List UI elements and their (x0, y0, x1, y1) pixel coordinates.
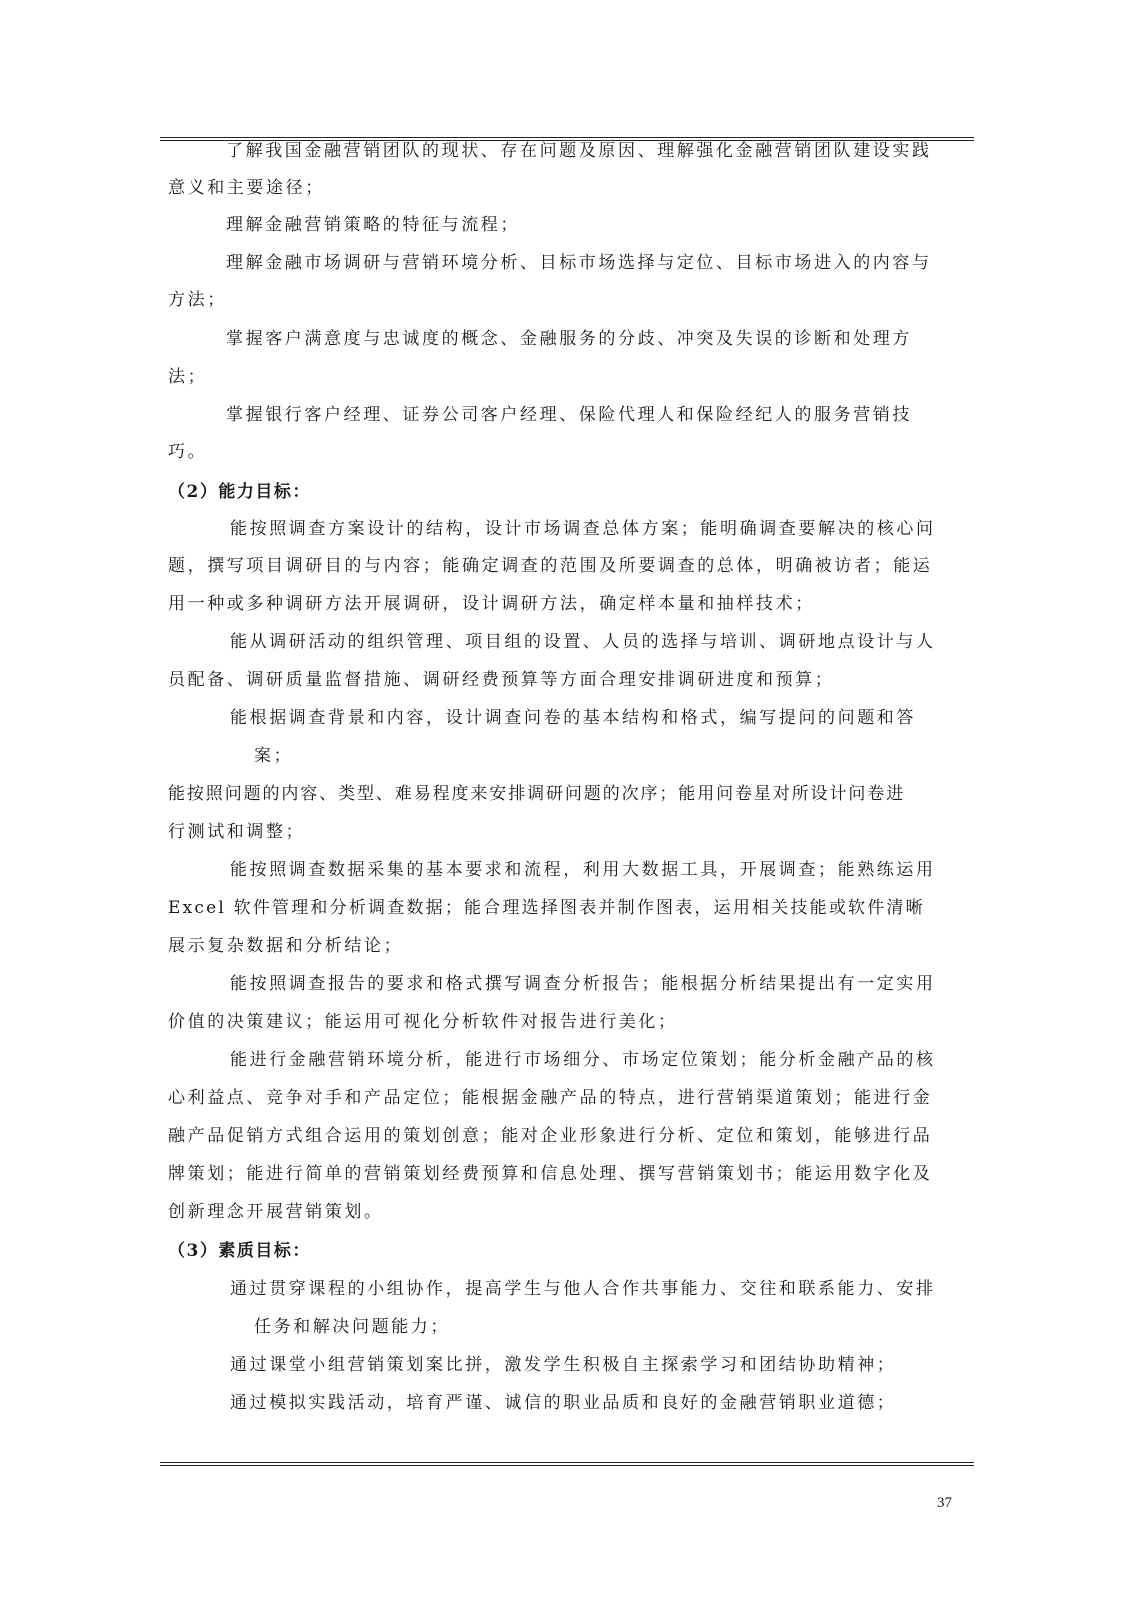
text-line: 展示复杂数据和分析结论； (168, 936, 404, 956)
text-line: 能按照调查数据采集的基本要求和流程，利用大数据工具，开展调查；能熟练运用 (230, 860, 936, 880)
text-line: 能进行金融营销环境分析，能进行市场细分、市场定位策划；能分析金融产品的核 (230, 1050, 936, 1070)
section-heading: （3）素质目标： (168, 1241, 311, 1261)
text-line: 方法； (168, 290, 227, 310)
text-line: 用一种或多种调研方法开展调研，设计调研方法，确定样本量和抽样技术； (168, 594, 815, 614)
text-line: Excel 软件管理和分析调查数据；能合理选择图表并制作图表，运用相关技能或软件清晰 (168, 898, 925, 918)
text-line: 心利益点、竞争对手和产品定位；能根据金融产品的特点，进行营销渠道策划；能进行金 (168, 1088, 933, 1108)
text-line: 掌握银行客户经理、证券公司客户经理、保险代理人和保险经纪人的服务营销技 (226, 405, 912, 425)
text-line: 案； (254, 746, 294, 766)
text-line: 能按照调查报告的要求和格式撰写调查分析报告；能根据分析结果提出有一定实用 (230, 974, 936, 994)
footer-rule (160, 1462, 974, 1466)
text-line: 理解金融营销策略的特征与流程； (226, 215, 520, 235)
text-line: 题，撰写项目调研目的与内容；能确定调查的范围及所要调查的总体，明确被访者；能运 (168, 556, 933, 576)
text-line: 理解金融市场调研与营销环境分析、目标市场选择与定位、目标市场进入的内容与 (226, 253, 932, 273)
section-heading: （2）能力目标： (168, 482, 311, 502)
text-line: 意义和主要途径； (168, 178, 325, 198)
text-line: 创新理念开展营销策划。 (168, 1202, 384, 1222)
text-line: 融产品促销方式组合运用的策划创意；能对企业形象进行分析、定位和策划，能够进行品 (168, 1126, 933, 1146)
text-line: 通过贯穿课程的小组协作，提高学生与他人合作共事能力、交往和联系能力、安排 (230, 1279, 936, 1299)
text-line: 通过课堂小组营销策划案比拼，激发学生积极自主探索学习和团结协助精神； (230, 1355, 897, 1375)
text-line: 能按照问题的内容、类型、难易程度来安排调研问题的次序；能用问卷星对所设计问卷进 (168, 784, 906, 804)
text-line: 能根据调查背景和内容，设计调查问卷的基本结构和格式，编写提问的问题和答 (230, 708, 916, 728)
text-line: 员配备、调研质量监督措施、调研经费预算等方面合理安排调研进度和预算； (168, 670, 835, 690)
text-line: 掌握客户满意度与忠诚度的概念、金融服务的分歧、冲突及失误的诊断和处理方 (226, 329, 912, 349)
text-line: 任务和解决问题能力； (254, 1317, 450, 1337)
text-line: 牌策划；能进行简单的营销策划经费预算和信息处理、撰写营销策划书；能运用数字化及 (168, 1164, 933, 1184)
text-line: 能按照调查方案设计的结构，设计市场调查总体方案；能明确调查要解决的核心问 (230, 519, 936, 539)
text-line: 行测试和调整； (168, 822, 306, 842)
text-line: 了解我国金融营销团队的现状、存在问题及原因、理解强化金融营销团队建设实践 (226, 141, 932, 161)
text-line: 巧。 (168, 442, 208, 462)
page-number: 37 (937, 1495, 952, 1511)
text-line: 通过模拟实践活动，培育严谨、诚信的职业品质和良好的金融营销职业道德； (230, 1393, 897, 1413)
text-line: 法； (168, 367, 208, 387)
text-line: 价值的决策建议；能运用可视化分析软件对报告进行美化； (168, 1012, 678, 1032)
text-line: 能从调研活动的组织管理、项目组的设置、人员的选择与培训、调研地点设计与人 (230, 632, 936, 652)
